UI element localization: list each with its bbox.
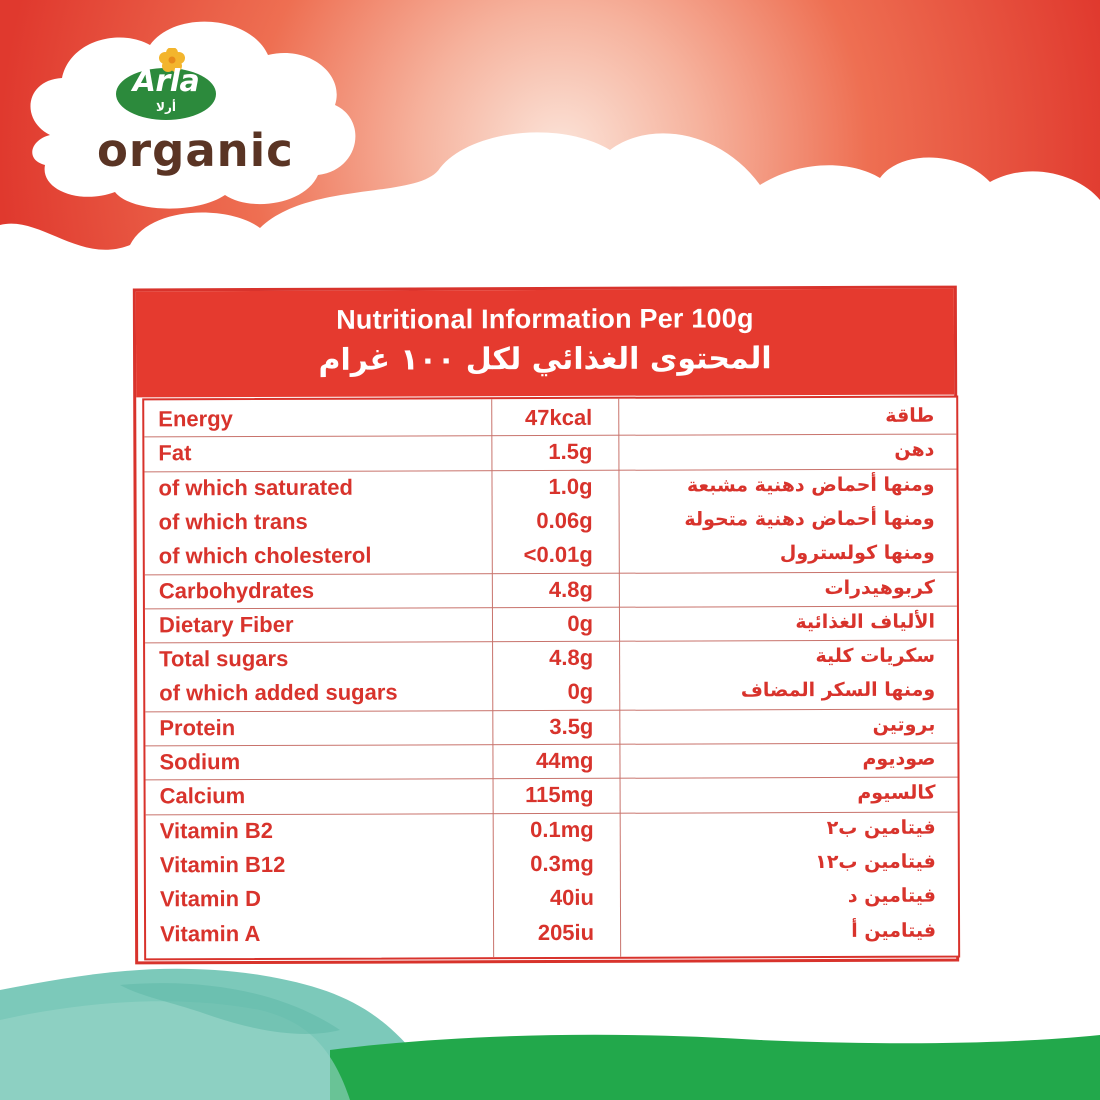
table-row	[145, 606, 957, 643]
nutrient-label-english: Vitamin A	[160, 920, 261, 946]
nutrient-value: 205iu	[537, 919, 595, 945]
table-row	[146, 778, 958, 815]
brand-name: Arla	[132, 64, 200, 99]
nutrient-label-arabic: فيتامين ب١٢	[815, 850, 936, 873]
green-hill	[330, 1035, 1100, 1100]
nutrient-label-arabic: كالسيوم	[857, 781, 936, 805]
brand-logo	[60, 40, 320, 210]
table-header	[136, 289, 954, 398]
nutrient-label-arabic: طاقة	[885, 404, 935, 427]
nutrient-value: 40iu	[549, 885, 594, 911]
nutrient-label-english: Sodium	[159, 749, 241, 775]
nutrient-label-english: Dietary Fiber	[158, 611, 294, 638]
nutrient-label-english: of which trans	[158, 508, 308, 535]
nutrient-label-english: Carbohydrates	[158, 577, 315, 603]
table-title-english: Nutritional Information Per 100g	[336, 303, 754, 335]
nutrient-label-arabic: الألياف الغذائية	[795, 610, 936, 633]
nutrient-label-english: Calcium	[159, 783, 246, 809]
nutrient-label-arabic: ومنها كولسترول	[779, 541, 935, 565]
nutrient-label-arabic: كربوهيدرات	[824, 576, 935, 599]
product-line: organic	[97, 124, 294, 177]
nutrient-label-english: Protein	[159, 714, 236, 741]
nutrient-label-english: Fat	[158, 440, 192, 466]
nutrient-label-arabic: ومنها السكر المضاف	[740, 679, 936, 702]
nutrient-value: 1.0g	[548, 473, 593, 499]
nutrient-value: <0.01g	[523, 542, 593, 568]
nutrient-label-arabic: صوديوم	[862, 747, 936, 770]
nutrient-label-english: of which cholesterol	[158, 542, 372, 569]
nutrient-value: 44mg	[535, 747, 594, 774]
table-row	[146, 881, 958, 918]
nutrient-value: 115mg	[525, 782, 594, 808]
table-row	[146, 915, 958, 952]
nutrient-value: 4.8g	[549, 644, 594, 671]
nutrient-value: 4.8g	[548, 576, 593, 602]
nutrient-label-arabic: ومنها أحماض دهنية مشبعة	[686, 473, 935, 497]
table-row	[145, 675, 957, 712]
nutrient-value: 3.5g	[549, 713, 594, 739]
table-row	[146, 812, 958, 849]
table-row	[145, 709, 957, 746]
table-row	[145, 503, 957, 540]
nutrition-table	[133, 286, 959, 965]
nutrient-label-arabic: دهن	[894, 438, 935, 462]
nutrient-label-arabic: سكريات كلية	[815, 644, 936, 668]
table-row	[144, 435, 956, 472]
nutrient-value: 0g	[567, 679, 594, 705]
table-row	[145, 538, 957, 575]
table-row	[146, 846, 958, 883]
nutrient-label-english: of which added sugars	[159, 679, 398, 706]
nutrient-value: 0g	[567, 610, 594, 636]
table-row	[144, 469, 956, 506]
table-row	[145, 641, 957, 678]
nutrient-label-arabic: بروتين	[872, 713, 936, 736]
nutrient-label-english: Vitamin B2	[159, 817, 274, 843]
table-title-arabic: المحتوى الغذائي لكل ١٠٠ غرام	[318, 341, 772, 378]
nutrient-value: 0.1mg	[530, 816, 594, 842]
nutrient-label-english: of which saturated	[158, 474, 353, 500]
table-row	[144, 401, 956, 438]
nutrient-label-arabic: فيتامين د	[847, 884, 936, 908]
nutrient-label-english: Vitamin D	[159, 886, 262, 912]
nutrient-label-english: Vitamin B12	[159, 851, 286, 878]
table-grid	[142, 396, 960, 961]
nutrient-label-english: Energy	[158, 406, 233, 432]
nutrient-label-arabic: فيتامين أ	[851, 919, 937, 942]
table-row	[145, 572, 957, 609]
table-row	[145, 744, 957, 781]
nutrient-value: 1.5g	[548, 439, 593, 465]
nutrient-label-english: Total sugars	[159, 645, 289, 672]
nutrient-value: 0.3mg	[530, 850, 594, 876]
nutrient-label-arabic: ومنها أحماض دهنية متحولة	[684, 507, 935, 531]
nutrient-value: 0.06g	[536, 507, 593, 533]
nutrient-value: 47kcal	[524, 404, 593, 431]
brand-name-arabic: أرلا	[156, 100, 176, 114]
nutrient-label-arabic: فيتامين ب٢	[826, 816, 936, 839]
